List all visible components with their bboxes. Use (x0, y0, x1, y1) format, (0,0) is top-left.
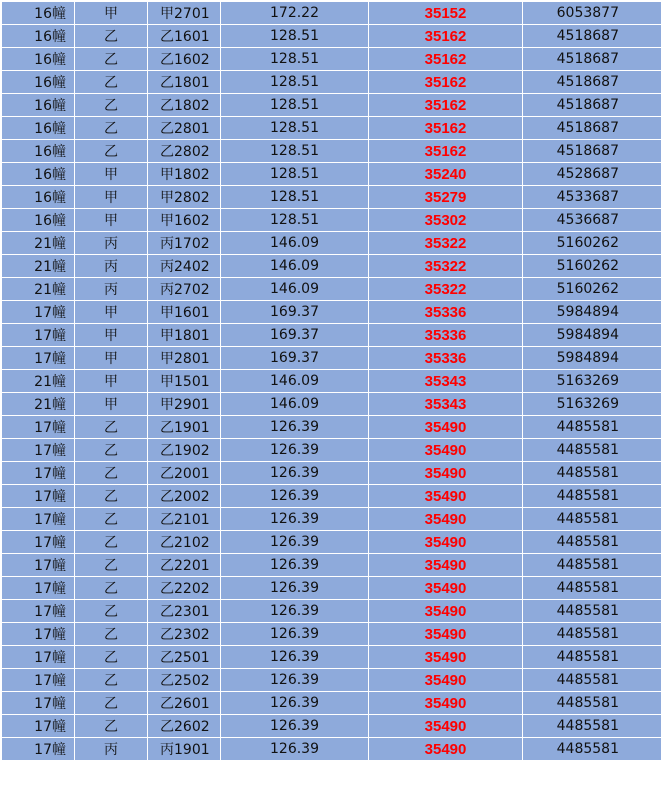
area-cell: 146.09 (221, 255, 369, 278)
area-cell: 126.39 (221, 439, 369, 462)
table-row (2, 324, 662, 347)
unit-cell: 乙 (75, 669, 148, 692)
unit-cell: 乙 (75, 140, 148, 163)
unit-cell: 丙 (75, 278, 148, 301)
unit-price-cell: 35490 (369, 738, 523, 761)
unit-price-cell: 35490 (369, 531, 523, 554)
table-body (2, 2, 662, 761)
housing-price-table (1, 1, 662, 761)
unit-price-cell: 35490 (369, 715, 523, 738)
area-cell: 146.09 (221, 370, 369, 393)
room-number-cell: 乙2002 (148, 485, 221, 508)
table-row (2, 117, 662, 140)
room-number-cell: 乙2801 (148, 117, 221, 140)
total-price-cell: 4485581 (523, 646, 662, 669)
room-number-cell: 甲2901 (148, 393, 221, 416)
unit-cell: 丙 (75, 255, 148, 278)
total-price-cell: 4518687 (523, 94, 662, 117)
total-price-cell: 4528687 (523, 163, 662, 186)
unit-cell: 乙 (75, 508, 148, 531)
building-cell: 17幢 (2, 508, 75, 531)
building-cell: 17幢 (2, 600, 75, 623)
unit-cell: 甲 (75, 209, 148, 232)
total-price-cell: 4485581 (523, 508, 662, 531)
area-cell: 126.39 (221, 554, 369, 577)
unit-cell: 乙 (75, 715, 148, 738)
table-row (2, 715, 662, 738)
area-cell: 126.39 (221, 692, 369, 715)
building-cell: 17幢 (2, 416, 75, 439)
unit-cell: 乙 (75, 48, 148, 71)
unit-price-cell: 35490 (369, 462, 523, 485)
table-row (2, 738, 662, 761)
unit-price-cell: 35162 (369, 117, 523, 140)
total-price-cell: 4485581 (523, 462, 662, 485)
unit-cell: 甲 (75, 347, 148, 370)
table-row (2, 48, 662, 71)
unit-cell: 乙 (75, 71, 148, 94)
building-cell: 17幢 (2, 347, 75, 370)
unit-cell: 乙 (75, 416, 148, 439)
total-price-cell: 4485581 (523, 416, 662, 439)
room-number-cell: 乙1602 (148, 48, 221, 71)
table-row (2, 347, 662, 370)
building-cell: 16幢 (2, 209, 75, 232)
area-cell: 126.39 (221, 531, 369, 554)
room-number-cell: 乙2601 (148, 692, 221, 715)
area-cell: 128.51 (221, 186, 369, 209)
total-price-cell: 4536687 (523, 209, 662, 232)
unit-price-cell: 35162 (369, 94, 523, 117)
building-cell: 17幢 (2, 462, 75, 485)
area-cell: 128.51 (221, 163, 369, 186)
building-cell: 21幢 (2, 370, 75, 393)
total-price-cell: 4485581 (523, 485, 662, 508)
table-row (2, 416, 662, 439)
area-cell: 128.51 (221, 117, 369, 140)
table-row (2, 554, 662, 577)
unit-price-cell: 35343 (369, 370, 523, 393)
table-row (2, 370, 662, 393)
unit-cell: 甲 (75, 393, 148, 416)
unit-cell: 乙 (75, 439, 148, 462)
total-price-cell: 4518687 (523, 25, 662, 48)
unit-price-cell: 35490 (369, 508, 523, 531)
room-number-cell: 乙1902 (148, 439, 221, 462)
unit-cell: 乙 (75, 485, 148, 508)
total-price-cell: 4518687 (523, 48, 662, 71)
building-cell: 16幢 (2, 140, 75, 163)
room-number-cell: 乙2101 (148, 508, 221, 531)
unit-cell: 甲 (75, 301, 148, 324)
room-number-cell: 乙1601 (148, 25, 221, 48)
unit-cell: 乙 (75, 577, 148, 600)
building-cell: 16幢 (2, 71, 75, 94)
unit-cell: 乙 (75, 623, 148, 646)
area-cell: 146.09 (221, 393, 369, 416)
unit-price-cell: 35490 (369, 577, 523, 600)
room-number-cell: 乙2202 (148, 577, 221, 600)
unit-cell: 丙 (75, 232, 148, 255)
unit-cell: 乙 (75, 554, 148, 577)
unit-price-cell: 35302 (369, 209, 523, 232)
building-cell: 21幢 (2, 232, 75, 255)
total-price-cell: 5984894 (523, 301, 662, 324)
room-number-cell: 丙2402 (148, 255, 221, 278)
total-price-cell: 4485581 (523, 738, 662, 761)
building-cell: 16幢 (2, 163, 75, 186)
table-row (2, 140, 662, 163)
unit-price-cell: 35279 (369, 186, 523, 209)
unit-cell: 乙 (75, 117, 148, 140)
area-cell: 126.39 (221, 508, 369, 531)
area-cell: 126.39 (221, 462, 369, 485)
total-price-cell: 4485581 (523, 531, 662, 554)
total-price-cell: 5984894 (523, 347, 662, 370)
area-cell: 128.51 (221, 140, 369, 163)
unit-cell: 乙 (75, 94, 148, 117)
unit-cell: 甲 (75, 324, 148, 347)
area-cell: 126.39 (221, 669, 369, 692)
building-cell: 16幢 (2, 48, 75, 71)
area-cell: 126.39 (221, 646, 369, 669)
room-number-cell: 乙2302 (148, 623, 221, 646)
unit-cell: 乙 (75, 692, 148, 715)
unit-cell: 乙 (75, 646, 148, 669)
area-cell: 169.37 (221, 301, 369, 324)
area-cell: 126.39 (221, 485, 369, 508)
table-row (2, 94, 662, 117)
area-cell: 128.51 (221, 209, 369, 232)
room-number-cell: 甲1801 (148, 324, 221, 347)
area-cell: 126.39 (221, 715, 369, 738)
table-row (2, 25, 662, 48)
table-row (2, 186, 662, 209)
unit-price-cell: 35322 (369, 278, 523, 301)
building-cell: 17幢 (2, 485, 75, 508)
unit-price-cell: 35336 (369, 301, 523, 324)
unit-cell: 甲 (75, 2, 148, 25)
unit-price-cell: 35152 (369, 2, 523, 25)
building-cell: 21幢 (2, 278, 75, 301)
table-row (2, 485, 662, 508)
building-cell: 17幢 (2, 301, 75, 324)
table-row (2, 439, 662, 462)
total-price-cell: 4518687 (523, 71, 662, 94)
table-row (2, 692, 662, 715)
area-cell: 126.39 (221, 738, 369, 761)
table-row (2, 2, 662, 25)
building-cell: 17幢 (2, 531, 75, 554)
unit-price-cell: 35162 (369, 140, 523, 163)
table-row (2, 646, 662, 669)
room-number-cell: 甲1802 (148, 163, 221, 186)
building-cell: 17幢 (2, 692, 75, 715)
room-number-cell: 乙2502 (148, 669, 221, 692)
room-number-cell: 乙2501 (148, 646, 221, 669)
room-number-cell: 甲1602 (148, 209, 221, 232)
building-cell: 17幢 (2, 324, 75, 347)
total-price-cell: 4518687 (523, 117, 662, 140)
total-price-cell: 5160262 (523, 278, 662, 301)
unit-price-cell: 35322 (369, 255, 523, 278)
room-number-cell: 丙1901 (148, 738, 221, 761)
building-cell: 16幢 (2, 94, 75, 117)
room-number-cell: 乙1801 (148, 71, 221, 94)
building-cell: 16幢 (2, 25, 75, 48)
table-row (2, 577, 662, 600)
building-cell: 16幢 (2, 2, 75, 25)
total-price-cell: 4485581 (523, 554, 662, 577)
unit-price-cell: 35162 (369, 71, 523, 94)
building-cell: 16幢 (2, 186, 75, 209)
total-price-cell: 4518687 (523, 140, 662, 163)
room-number-cell: 乙2802 (148, 140, 221, 163)
unit-price-cell: 35490 (369, 623, 523, 646)
room-number-cell: 乙1901 (148, 416, 221, 439)
room-number-cell: 乙2102 (148, 531, 221, 554)
area-cell: 126.39 (221, 623, 369, 646)
building-cell: 17幢 (2, 715, 75, 738)
unit-cell: 乙 (75, 25, 148, 48)
area-cell: 172.22 (221, 2, 369, 25)
unit-price-cell: 35322 (369, 232, 523, 255)
total-price-cell: 5163269 (523, 393, 662, 416)
table-row (2, 600, 662, 623)
unit-price-cell: 35336 (369, 324, 523, 347)
table-row (2, 278, 662, 301)
area-cell: 128.51 (221, 25, 369, 48)
table-row (2, 531, 662, 554)
unit-cell: 乙 (75, 462, 148, 485)
unit-cell: 乙 (75, 600, 148, 623)
table-row (2, 393, 662, 416)
area-cell: 169.37 (221, 347, 369, 370)
room-number-cell: 甲2801 (148, 347, 221, 370)
room-number-cell: 甲2701 (148, 2, 221, 25)
unit-price-cell: 35490 (369, 669, 523, 692)
unit-price-cell: 35490 (369, 485, 523, 508)
total-price-cell: 5984894 (523, 324, 662, 347)
total-price-cell: 6053877 (523, 2, 662, 25)
unit-price-cell: 35490 (369, 439, 523, 462)
area-cell: 128.51 (221, 94, 369, 117)
room-number-cell: 乙2301 (148, 600, 221, 623)
total-price-cell: 4485581 (523, 600, 662, 623)
unit-cell: 甲 (75, 370, 148, 393)
unit-price-cell: 35162 (369, 25, 523, 48)
table-row (2, 301, 662, 324)
total-price-cell: 4533687 (523, 186, 662, 209)
unit-price-cell: 35490 (369, 646, 523, 669)
table-row (2, 462, 662, 485)
room-number-cell: 丙1702 (148, 232, 221, 255)
area-cell: 128.51 (221, 48, 369, 71)
area-cell: 126.39 (221, 577, 369, 600)
unit-price-cell: 35343 (369, 393, 523, 416)
room-number-cell: 甲2802 (148, 186, 221, 209)
unit-price-cell: 35336 (369, 347, 523, 370)
area-cell: 128.51 (221, 71, 369, 94)
table-row (2, 163, 662, 186)
total-price-cell: 5160262 (523, 255, 662, 278)
total-price-cell: 5163269 (523, 370, 662, 393)
building-cell: 17幢 (2, 577, 75, 600)
total-price-cell: 4485581 (523, 715, 662, 738)
room-number-cell: 甲1501 (148, 370, 221, 393)
unit-cell: 乙 (75, 531, 148, 554)
unit-price-cell: 35240 (369, 163, 523, 186)
unit-price-cell: 35162 (369, 48, 523, 71)
unit-cell: 丙 (75, 738, 148, 761)
unit-cell: 甲 (75, 163, 148, 186)
table-row (2, 255, 662, 278)
building-cell: 17幢 (2, 646, 75, 669)
building-cell: 17幢 (2, 439, 75, 462)
table-row (2, 508, 662, 531)
table-row (2, 623, 662, 646)
table-row (2, 232, 662, 255)
table-row (2, 209, 662, 232)
area-cell: 169.37 (221, 324, 369, 347)
total-price-cell: 4485581 (523, 577, 662, 600)
area-cell: 126.39 (221, 600, 369, 623)
building-cell: 17幢 (2, 669, 75, 692)
building-cell: 17幢 (2, 623, 75, 646)
area-cell: 146.09 (221, 278, 369, 301)
table-row (2, 669, 662, 692)
area-cell: 126.39 (221, 416, 369, 439)
unit-price-cell: 35490 (369, 554, 523, 577)
total-price-cell: 4485581 (523, 623, 662, 646)
unit-price-cell: 35490 (369, 416, 523, 439)
room-number-cell: 乙2001 (148, 462, 221, 485)
area-cell: 146.09 (221, 232, 369, 255)
room-number-cell: 乙2602 (148, 715, 221, 738)
building-cell: 21幢 (2, 255, 75, 278)
building-cell: 17幢 (2, 554, 75, 577)
unit-price-cell: 35490 (369, 692, 523, 715)
room-number-cell: 乙2201 (148, 554, 221, 577)
building-cell: 21幢 (2, 393, 75, 416)
table-row (2, 71, 662, 94)
building-cell: 17幢 (2, 738, 75, 761)
building-cell: 16幢 (2, 117, 75, 140)
unit-cell: 甲 (75, 186, 148, 209)
unit-price-cell: 35490 (369, 600, 523, 623)
total-price-cell: 4485581 (523, 439, 662, 462)
room-number-cell: 乙1802 (148, 94, 221, 117)
room-number-cell: 丙2702 (148, 278, 221, 301)
room-number-cell: 甲1601 (148, 301, 221, 324)
total-price-cell: 5160262 (523, 232, 662, 255)
total-price-cell: 4485581 (523, 692, 662, 715)
total-price-cell: 4485581 (523, 669, 662, 692)
